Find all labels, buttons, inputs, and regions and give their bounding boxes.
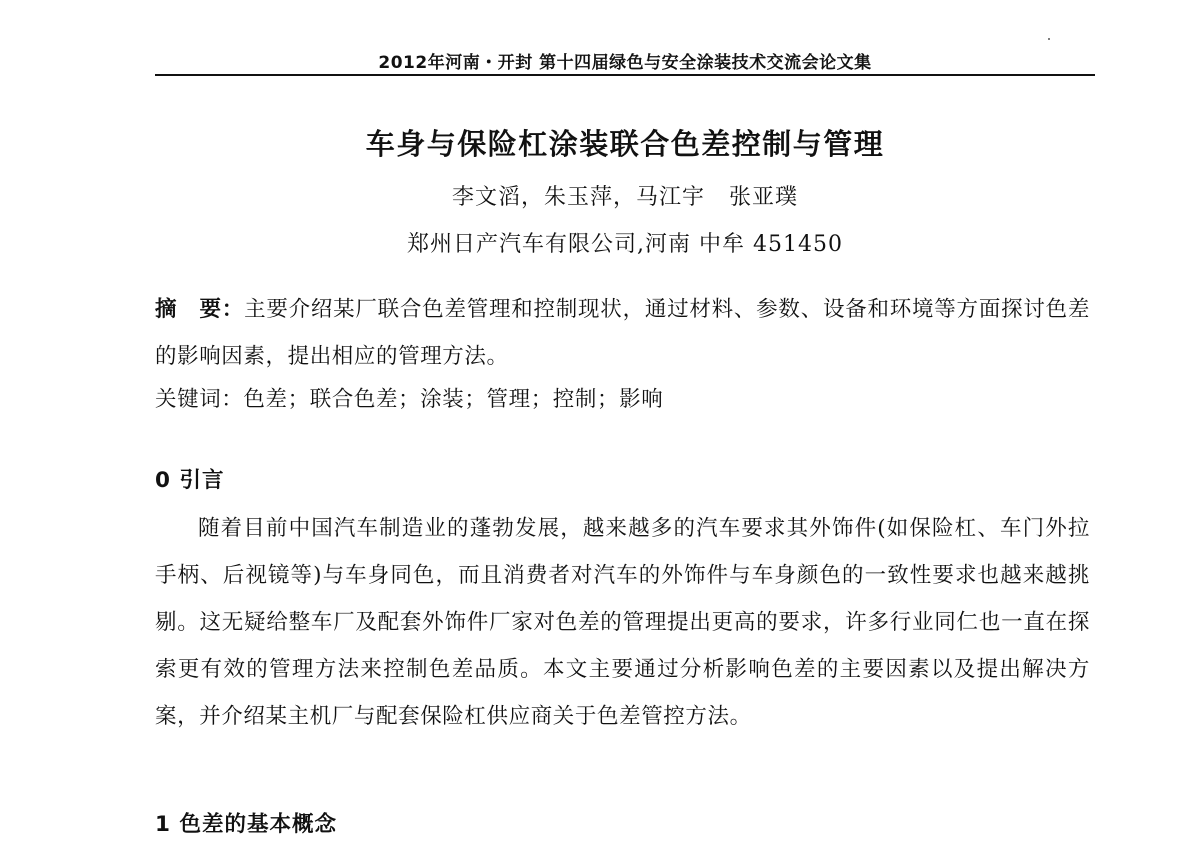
running-header: 2012年河南・开封 第十四届绿色与安全涂装技术交流会论文集 [378,53,872,73]
scan-speck [1048,38,1050,40]
section-heading-basic-concept: 1 色差的基本概念 [155,812,337,837]
keywords-text: 色差；联合色差；涂装；管理；控制；影响 [243,387,664,412]
header-rule [155,74,1095,76]
abstract [155,286,1090,380]
author-list: 李文滔，朱玉萍，马江宇 张亚璞 [452,185,798,210]
abstract-text: 主要介绍某厂联合色差管理和控制现状，通过材料、参数、设备和环境等方面探讨色差的影响因素，提出相应的管理方法。 [155,297,1090,369]
section-heading-introduction: 0 引言 [155,468,225,493]
paper-title: 车身与保险杠涂装联合色差控制与管理 [365,127,885,161]
abstract-label: 摘 要： [155,297,245,322]
keywords [155,382,1090,418]
keywords-label: 关键词： [155,387,244,412]
introduction-paragraph: 随着目前中国汽车制造业的蓬勃发展，越来越多的汽车要求其外饰件(如保险杠、车门外拉手柄、后视镜等)与车身同色，而且消费者对汽车的外饰件与车身颜色的一致性要求也越来越挑剔。这无疑给整车厂及配套外饰件厂家对色差的管理提出更高的要求，许多行业同仁也一直在探索更有效的管理方法来控制色差品质。本文主要通过分析影响色差的主要因素以及提出解决方案，并介绍某主机厂与配套保险杠供应商关于色差管控方法。 [155,516,1090,729]
affiliation: 郑州日产汽车有限公司,河南 中牟 451450 [407,232,843,257]
